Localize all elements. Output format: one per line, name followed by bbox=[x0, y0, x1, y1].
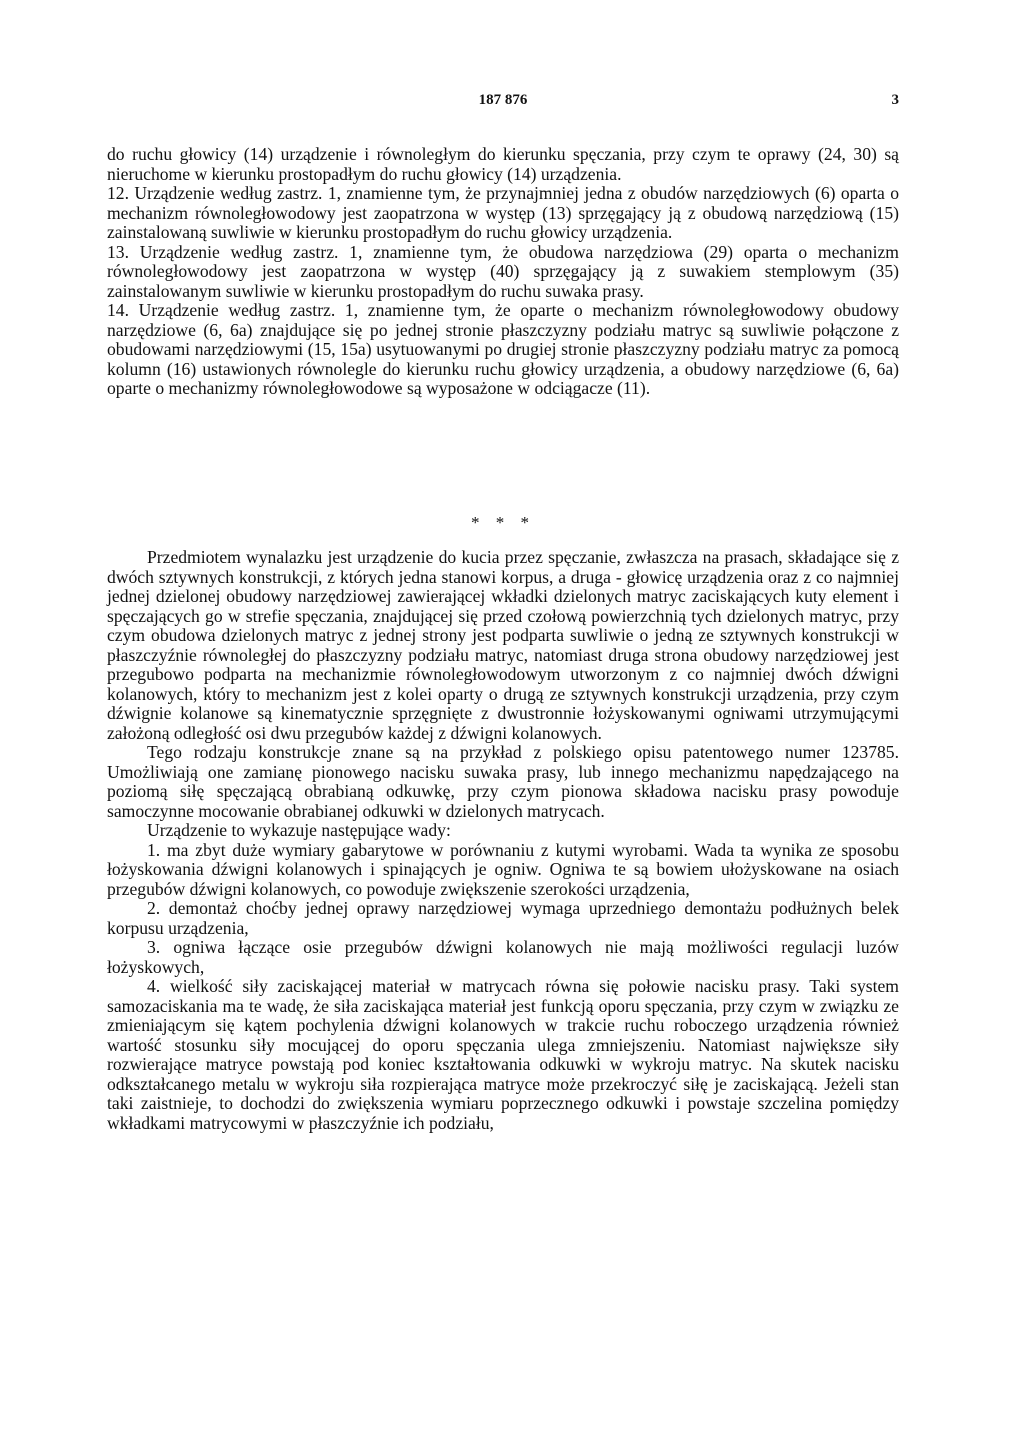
page-header bbox=[107, 92, 899, 114]
claim-13: 13. Urządzenie według zastrz. 1, znamienne tym, że obudowa narzędziowa (29) oparta o mechanizm równoległowodowy jest zaopatrzona w występ (40) sprzęgający ją z suwakiem stemplowym (35) zainstalowanym suwliwie w kierunku prostopadłym do ruchu suwaka prasy. bbox=[107, 241, 899, 301]
page-number: 3 bbox=[891, 92, 899, 108]
patent-number: 187 876 bbox=[478, 92, 528, 108]
defect-item-2: 2. demontaż choćby jednej oprawy narzędziowej wymaga uprzedniego demontażu podłużnych belek korpusu urządzenia, bbox=[107, 898, 899, 938]
defect-item-3: 3. ogniwa łączące osie przegubów dźwigni kolanowych nie mają możliwości regulacji luzów łożyskowych, bbox=[107, 937, 899, 977]
description-section bbox=[107, 548, 899, 1133]
description-paragraph: Przedmiotem wynalazku jest urządzenie do kucia przez spęczanie, zwłaszcza na prasach, składające się z dwóch sztywnych konstrukcji, z których jedna stanowi korpus, a druga - głowicę urządzenia oraz z co najmniej jednej dzielonej obudowy narzędziowej zawierającej wkładki dzielonych matryc zaciskających kuty element i spęczających go w strefie spęczania, znajdującej się przed czołową powierzchnią tych dzielonych matryc, przy czym obudowa dzielonych matryc z jednej strony jest podparta suwliwie o jedną ze sztywnych konstrukcji w płaszczyźnie równoległej do płaszczyzny podziału matryc, natomiast druga strona obudowy narzędziowej jest przegubowo podparta na mechanizmie równoległowodowym utworzonym z co najmniej dwóch dźwigni kolanowych, który to mechanizm jest z kolei oparty o drugą ze sztywnych konstrukcji urządzenia, przy czym dźwignie kolanowe są kinematycznie sprzęgnięte z dwustronnie łożyskowanymi ogniwami utrzymującymi założoną odległość osi dwu przegubów każdej z dźwigni kolanowych. bbox=[107, 547, 899, 743]
description-paragraph: Urządzenie to wykazuje następujące wady: bbox=[147, 820, 451, 840]
claim-continuation: do ruchu głowicy (14) urządzenie i równoległym do kierunku spęczania, przy czym te oprawy (24, 30) są nieruchome w kierunku prostopadłym do ruchu głowicy (14) urządzenia. bbox=[107, 144, 899, 184]
claims-section bbox=[107, 145, 899, 399]
section-separator: * * * bbox=[471, 513, 535, 532]
description-paragraph: Tego rodzaju konstrukcje znane są na przykład z polskiego opisu patentowego numer 123785. Umożliwiają one zamianę pionowego nacisku suwaka prasy, lub innego mechanizmu napędzającego na poziomą siłę spęczającą obrabianą odkuwkę, przy czym pionowa składowa nacisku prasy powoduje samoczynne mocowanie obrabianej odkuwki w dzielonych matrycach. bbox=[107, 742, 899, 821]
claim-14: 14. Urządzenie według zastrz. 1, znamienne tym, że oparte o mechanizm równoległowodowy obudowy narzędziowe (6, 6a) znajdujące się po jednej stronie płaszczyzny podziału matryc są suwliwie połączone z obudowami narzędziowymi (15, 15a) usytuowanymi po drugiej stronie płaszczyzny podziału matryc za pomocą kolumn (16) ustawionych równolegle do kierunku ruchu głowicy urządzenia, a obudowy narzędziowe (6, 6a) oparte o mechanizmy równoległowodowe są wyposażone w odciągacze (11). bbox=[107, 300, 899, 398]
defect-item-4: 4. wielkość siły zaciskającej materiał w matrycach równa się połowie nacisku prasy. Taki system samozaciskania ma te wadę, że siła zaciskająca materiał jest funkcją oporu spęczania, przy czym w związku ze zmieniającym się kątem pochylenia dźwigni kolanowych w trakcie ruchu roboczego urządzenia również wartość stosunku siły mocującej do oporu spęczania ulega zmniejszeniu. Natomiast największe siły rozwierające matryce powstają pod koniec kształtowania odkuwki w wykroju matryc. Na skutek nacisku odkształcanego metalu w wykroju siła rozpierająca matryce może przekroczyć siłę je zaciskającą. Jeżeli stan taki zaistnieje, to dochodzi do zwiększenia wymiaru poprzecznego odkuwki i powstaje szczelina pomiędzy wkładkami matrycowymi w płaszczyźnie ich podziału, bbox=[107, 976, 899, 1133]
defect-item-1: 1. ma zbyt duże wymiary gabarytowe w porównaniu z kutymi wyrobami. Wada ta wynika ze sposobu łożyskowania dźwigni kolanowych i spinających je ogniw. Ogniwa te są bowiem ułożyskowane na osiach przegubów dźwigni kolanowych, co powoduje zwiększenie szerokości urządzenia, bbox=[107, 839, 899, 899]
claim-12: 12. Urządzenie według zastrz. 1, znamienne tym, że przynajmniej jedna z obudów narzędziowych (6) oparta o mechanizm równoległowodowy jest zaopatrzona w występ (13) sprzęgający ją z obudową narzędziową (15) zainstalowaną suwliwie w kierunku prostopadłym do ruchu głowicy urządzenia. bbox=[107, 183, 899, 242]
